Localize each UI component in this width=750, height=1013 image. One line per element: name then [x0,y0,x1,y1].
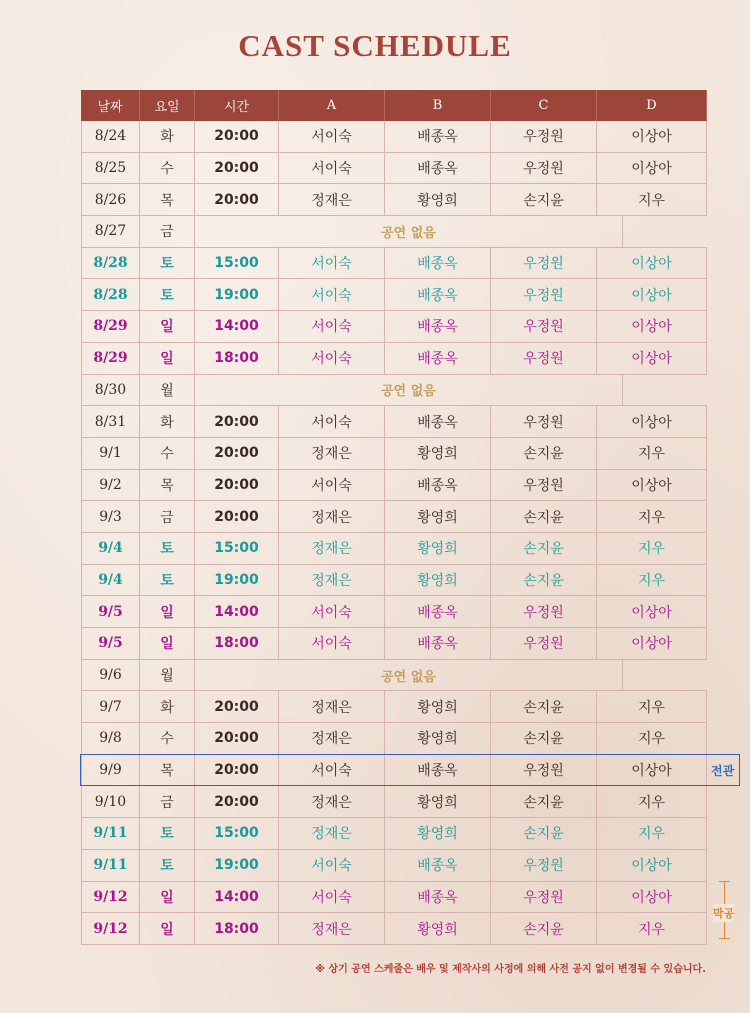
time-cell: 20:00 [195,691,279,722]
table-row [81,311,707,343]
cast-c-cell: 손지윤 [491,818,597,849]
time-cell: 20:00 [195,755,279,786]
table-row [81,533,707,565]
cast-b-cell: 배종옥 [385,311,491,342]
cast-d-cell: 이상아 [597,882,707,913]
cast-c-cell: 손지윤 [491,533,597,564]
cast-c-cell: 우정원 [491,279,597,310]
cast-b-cell: 배종옥 [385,755,491,786]
cast-d-cell: 이상아 [597,248,707,279]
cast-a-cell: 정재은 [279,533,385,564]
cast-a-cell: 서이숙 [279,279,385,310]
closing-label: 막공 [713,904,734,922]
cast-d-cell: 이상아 [597,279,707,310]
day-cell: 화 [140,406,195,437]
day-cell: 수 [140,438,195,469]
cast-d-cell: 이상아 [597,311,707,342]
cast-b-cell: 배종옥 [385,343,491,374]
cast-c-cell: 손지윤 [491,501,597,532]
day-cell: 토 [140,248,195,279]
cast-a-cell: 정재은 [279,438,385,469]
cast-c-cell: 우정원 [491,882,597,913]
table-row [81,153,707,185]
cast-a-cell: 정재은 [279,184,385,215]
table-row [81,343,707,375]
cast-b-cell: 황영희 [385,184,491,215]
cast-c-cell: 손지윤 [491,438,597,469]
date-cell: 8/24 [81,121,140,152]
date-cell: 9/2 [81,470,140,501]
time-cell: 14:00 [195,882,279,913]
cast-a-cell: 서이숙 [279,470,385,501]
cast-c-cell: 손지윤 [491,723,597,754]
cast-b-cell: 황영희 [385,913,491,944]
day-cell: 금 [140,786,195,817]
cast-b-cell: 배종옥 [385,596,491,627]
cast-c-cell: 우정원 [491,850,597,881]
cast-c-cell: 우정원 [491,470,597,501]
time-cell: 15:00 [195,248,279,279]
table-row [81,470,707,502]
header-b: B [385,90,491,121]
table-row [81,565,707,597]
day-cell: 목 [140,755,195,786]
cast-a-cell: 서이숙 [279,248,385,279]
cast-c-cell: 손지윤 [491,184,597,215]
date-cell: 8/29 [81,311,140,342]
header-date: 날짜 [81,90,140,121]
header-d: D [597,90,707,121]
day-cell: 일 [140,596,195,627]
cast-a-cell: 정재은 [279,913,385,944]
cast-b-cell: 배종옥 [385,153,491,184]
cast-d-cell: 이상아 [597,153,707,184]
no-show-cell: 공연 없음 [195,216,623,247]
cast-a-cell: 정재은 [279,786,385,817]
table-row [81,279,707,311]
table-row [81,691,707,723]
date-cell: 8/25 [81,153,140,184]
cast-c-cell: 우정원 [491,406,597,437]
cast-b-cell: 배종옥 [385,628,491,659]
time-cell: 20:00 [195,153,279,184]
cast-d-cell: 지우 [597,438,707,469]
day-cell: 목 [140,470,195,501]
cast-a-cell: 서이숙 [279,121,385,152]
cast-a-cell: 정재은 [279,565,385,596]
cast-c-cell: 손지윤 [491,691,597,722]
cast-d-cell: 지우 [597,565,707,596]
date-cell: 8/30 [81,375,140,406]
time-cell: 20:00 [195,470,279,501]
day-cell: 토 [140,533,195,564]
header-c: C [491,90,597,121]
date-cell: 8/26 [81,184,140,215]
cast-b-cell: 황영희 [385,438,491,469]
date-cell: 8/29 [81,343,140,374]
header-time: 시간 [195,90,279,121]
date-cell: 8/28 [81,248,140,279]
table-row [81,755,707,787]
cast-a-cell: 서이숙 [279,596,385,627]
date-cell: 9/5 [81,628,140,659]
cast-d-cell: 지우 [597,818,707,849]
time-cell: 19:00 [195,279,279,310]
cast-d-cell: 이상아 [597,596,707,627]
cast-c-cell: 손지윤 [491,786,597,817]
cast-b-cell: 배종옥 [385,279,491,310]
day-cell: 목 [140,184,195,215]
no-show-cell: 공연 없음 [195,660,623,691]
table-row [81,501,707,533]
day-cell: 화 [140,691,195,722]
cast-d-cell: 지우 [597,691,707,722]
date-cell: 9/12 [81,882,140,913]
time-cell: 20:00 [195,184,279,215]
date-cell: 9/12 [81,913,140,944]
cast-d-cell: 지우 [597,184,707,215]
cast-b-cell: 황영희 [385,786,491,817]
table-row [81,184,707,216]
cast-d-cell: 이상아 [597,406,707,437]
cast-d-cell: 이상아 [597,470,707,501]
time-cell: 19:00 [195,850,279,881]
date-cell: 8/31 [81,406,140,437]
cast-d-cell: 지우 [597,533,707,564]
day-cell: 수 [140,723,195,754]
cast-b-cell: 황영희 [385,818,491,849]
date-cell: 9/9 [81,755,140,786]
time-cell: 19:00 [195,565,279,596]
table-row [81,121,707,153]
opening-label: 전관 [711,764,735,778]
cast-b-cell: 배종옥 [385,850,491,881]
day-cell: 월 [140,660,195,691]
cast-a-cell: 서이숙 [279,343,385,374]
time-cell: 20:00 [195,786,279,817]
cast-a-cell: 서이숙 [279,406,385,437]
cast-a-cell: 서이숙 [279,311,385,342]
day-cell: 일 [140,882,195,913]
date-cell: 9/10 [81,786,140,817]
date-cell: 9/11 [81,818,140,849]
cast-c-cell: 우정원 [491,311,597,342]
time-cell: 15:00 [195,818,279,849]
day-cell: 금 [140,501,195,532]
cast-b-cell: 황영희 [385,691,491,722]
table-row [81,438,707,470]
table-row [81,375,707,407]
cast-c-cell: 우정원 [491,248,597,279]
cast-c-cell: 우정원 [491,343,597,374]
table-header [81,90,707,121]
cast-a-cell: 서이숙 [279,850,385,881]
cast-b-cell: 배종옥 [385,406,491,437]
time-cell: 20:00 [195,438,279,469]
day-cell: 금 [140,216,195,247]
cast-a-cell: 정재은 [279,691,385,722]
day-cell: 화 [140,121,195,152]
table-row [81,913,707,945]
cast-a-cell: 정재은 [279,818,385,849]
time-cell: 20:00 [195,723,279,754]
cast-a-cell: 서이숙 [279,153,385,184]
time-cell: 18:00 [195,628,279,659]
date-cell: 9/5 [81,596,140,627]
day-cell: 수 [140,153,195,184]
page-title: CAST SCHEDULE [238,28,512,63]
day-cell: 일 [140,343,195,374]
table-row [81,723,707,755]
cast-d-cell: 지우 [597,501,707,532]
time-cell: 14:00 [195,596,279,627]
date-cell: 9/11 [81,850,140,881]
cast-a-cell: 서이숙 [279,755,385,786]
time-cell: 15:00 [195,533,279,564]
time-cell: 18:00 [195,913,279,944]
cast-b-cell: 배종옥 [385,248,491,279]
cast-b-cell: 황영희 [385,723,491,754]
cast-c-cell: 손지윤 [491,913,597,944]
table-row [81,248,707,280]
date-cell: 8/27 [81,216,140,247]
cast-a-cell: 서이숙 [279,882,385,913]
cast-d-cell: 이상아 [597,343,707,374]
table-row [81,660,707,692]
cast-b-cell: 황영희 [385,501,491,532]
time-cell: 20:00 [195,501,279,532]
date-cell: 9/8 [81,723,140,754]
day-cell: 일 [140,311,195,342]
cast-b-cell: 배종옥 [385,882,491,913]
time-cell: 18:00 [195,343,279,374]
date-cell: 9/1 [81,438,140,469]
day-cell: 일 [140,628,195,659]
cast-a-cell: 정재은 [279,501,385,532]
schedule-table [81,90,707,945]
date-cell: 9/3 [81,501,140,532]
cast-d-cell: 지우 [597,723,707,754]
no-show-cell: 공연 없음 [195,375,623,406]
cast-a-cell: 정재은 [279,723,385,754]
time-cell: 14:00 [195,311,279,342]
cast-d-cell: 이상아 [597,628,707,659]
day-cell: 월 [140,375,195,406]
header-a: A [279,90,385,121]
time-cell: 20:00 [195,406,279,437]
table-row [81,628,707,660]
cast-d-cell: 이상아 [597,850,707,881]
table-row [81,596,707,628]
cast-c-cell: 우정원 [491,596,597,627]
date-cell: 9/7 [81,691,140,722]
cast-b-cell: 황영희 [385,533,491,564]
day-cell: 토 [140,565,195,596]
cast-d-cell: 지우 [597,913,707,944]
date-cell: 9/6 [81,660,140,691]
cast-a-cell: 서이숙 [279,628,385,659]
table-row [81,882,707,914]
cast-c-cell: 우정원 [491,755,597,786]
date-cell: 9/4 [81,533,140,564]
cast-b-cell: 황영희 [385,565,491,596]
date-cell: 9/4 [81,565,140,596]
table-row [81,818,707,850]
cast-b-cell: 배종옥 [385,470,491,501]
table-body [81,121,707,945]
day-cell: 토 [140,850,195,881]
table-row [81,406,707,438]
cast-d-cell: 이상아 [597,755,707,786]
day-cell: 토 [140,279,195,310]
date-cell: 8/28 [81,279,140,310]
cast-c-cell: 손지윤 [491,565,597,596]
day-cell: 일 [140,913,195,944]
table-row [81,850,707,882]
cast-b-cell: 배종옥 [385,121,491,152]
cast-d-cell: 이상아 [597,121,707,152]
schedule-note: ※ 상기 공연 스케줄은 배우 및 제작사의 사정에 의해 사전 공지 없이 변경될 수 있습니다. [315,964,706,975]
table-row [81,786,707,818]
table-row [81,216,707,248]
cast-c-cell: 우정원 [491,628,597,659]
day-cell: 토 [140,818,195,849]
cast-c-cell: 우정원 [491,121,597,152]
cast-c-cell: 우정원 [491,153,597,184]
time-cell: 20:00 [195,121,279,152]
cast-d-cell: 지우 [597,786,707,817]
header-day: 요일 [140,90,195,121]
